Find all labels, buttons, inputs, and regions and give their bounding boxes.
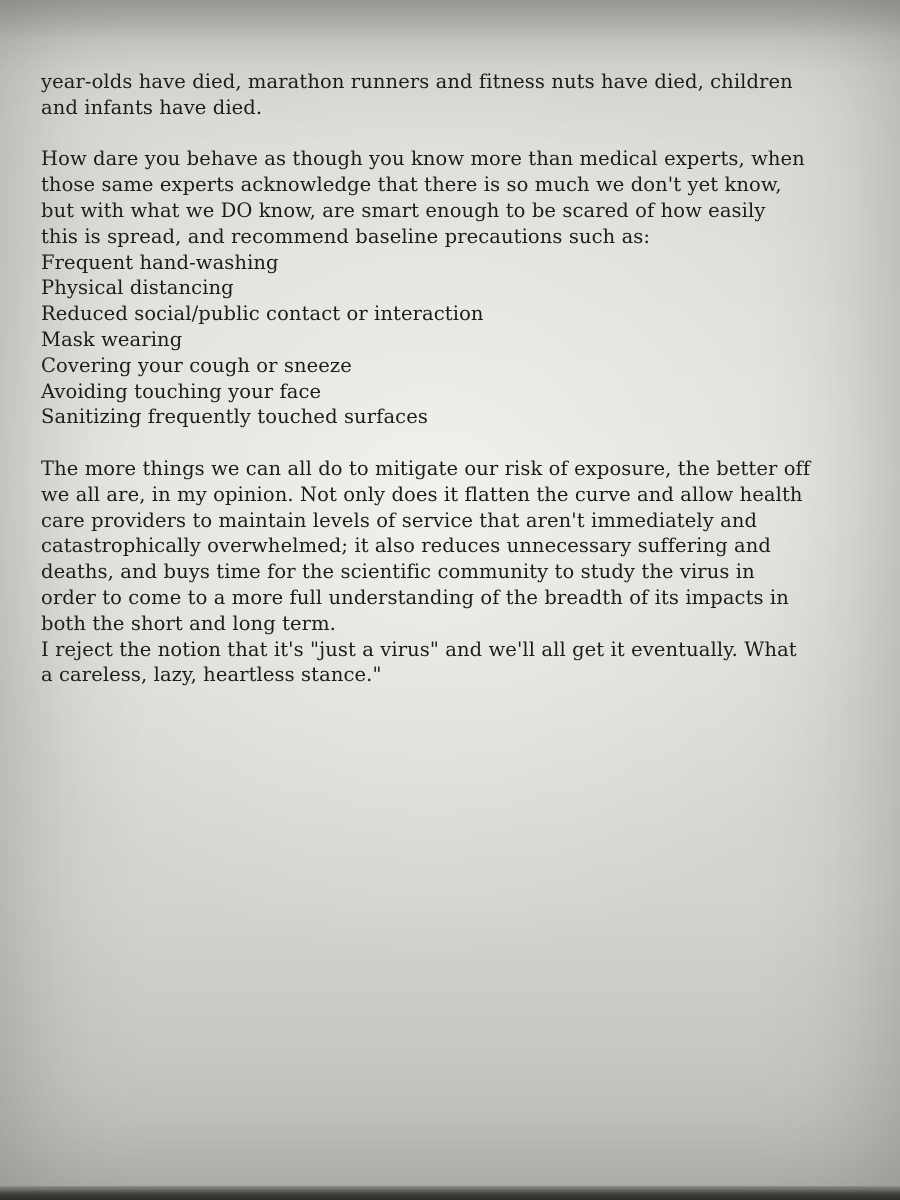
text-line: both the short and long term. xyxy=(41,611,336,635)
text-line: year-olds have died, marathon runners and fitness nuts have died, children xyxy=(41,70,793,93)
paragraph-gap xyxy=(41,430,881,456)
text-line: we all are, in my opinion. Not only does it flatten the curve and allow health xyxy=(41,482,803,506)
text-line: The more things we can all do to mitigate our risk of exposure, the better off xyxy=(41,456,811,480)
text-line: deaths, and buys time for the scientific community to study the virus in xyxy=(41,560,755,584)
text-line: those same experts acknowledge that there is so much we don't yet know, xyxy=(41,173,782,197)
monitor-bezel xyxy=(0,1186,900,1200)
document-body xyxy=(41,69,881,688)
paragraph-4 xyxy=(41,637,881,689)
screen-top-shadow xyxy=(0,0,900,40)
paragraph-1 xyxy=(41,69,881,121)
text-line: I reject the notion that it's "just a virus" and we'll all get it eventually. What xyxy=(41,637,797,661)
text-line: order to come to a more full understanding of the breadth of its impacts in xyxy=(41,585,789,609)
precaution-item: Mask wearing xyxy=(41,327,183,351)
text-line: catastrophically overwhelmed; it also reduces unnecessary suffering and xyxy=(41,534,771,558)
paragraph-3 xyxy=(41,456,881,637)
text-line: How dare you behave as though you know more than medical experts, when xyxy=(41,147,805,171)
precaution-item: Sanitizing frequently touched surfaces xyxy=(41,405,428,429)
text-line: but with what we DO know, are smart enough to be scared of how easily xyxy=(41,198,766,222)
paragraph-gap xyxy=(41,121,881,147)
text-line: a careless, lazy, heartless stance." xyxy=(41,663,382,687)
precaution-item: Covering your cough or sneeze xyxy=(41,353,352,377)
text-line: care providers to maintain levels of service that aren't immediately and xyxy=(41,508,758,532)
text-line: this is spread, and recommend baseline precautions such as: xyxy=(41,224,651,248)
precaution-item: Physical distancing xyxy=(41,276,234,300)
paragraph-2 xyxy=(41,146,881,249)
precaution-item: Reduced social/public contact or interaction xyxy=(41,302,484,326)
precaution-item: Frequent hand-washing xyxy=(41,250,279,274)
precautions-list xyxy=(41,250,881,431)
precaution-item: Avoiding touching your face xyxy=(41,379,322,403)
text-line: and infants have died. xyxy=(41,95,263,119)
